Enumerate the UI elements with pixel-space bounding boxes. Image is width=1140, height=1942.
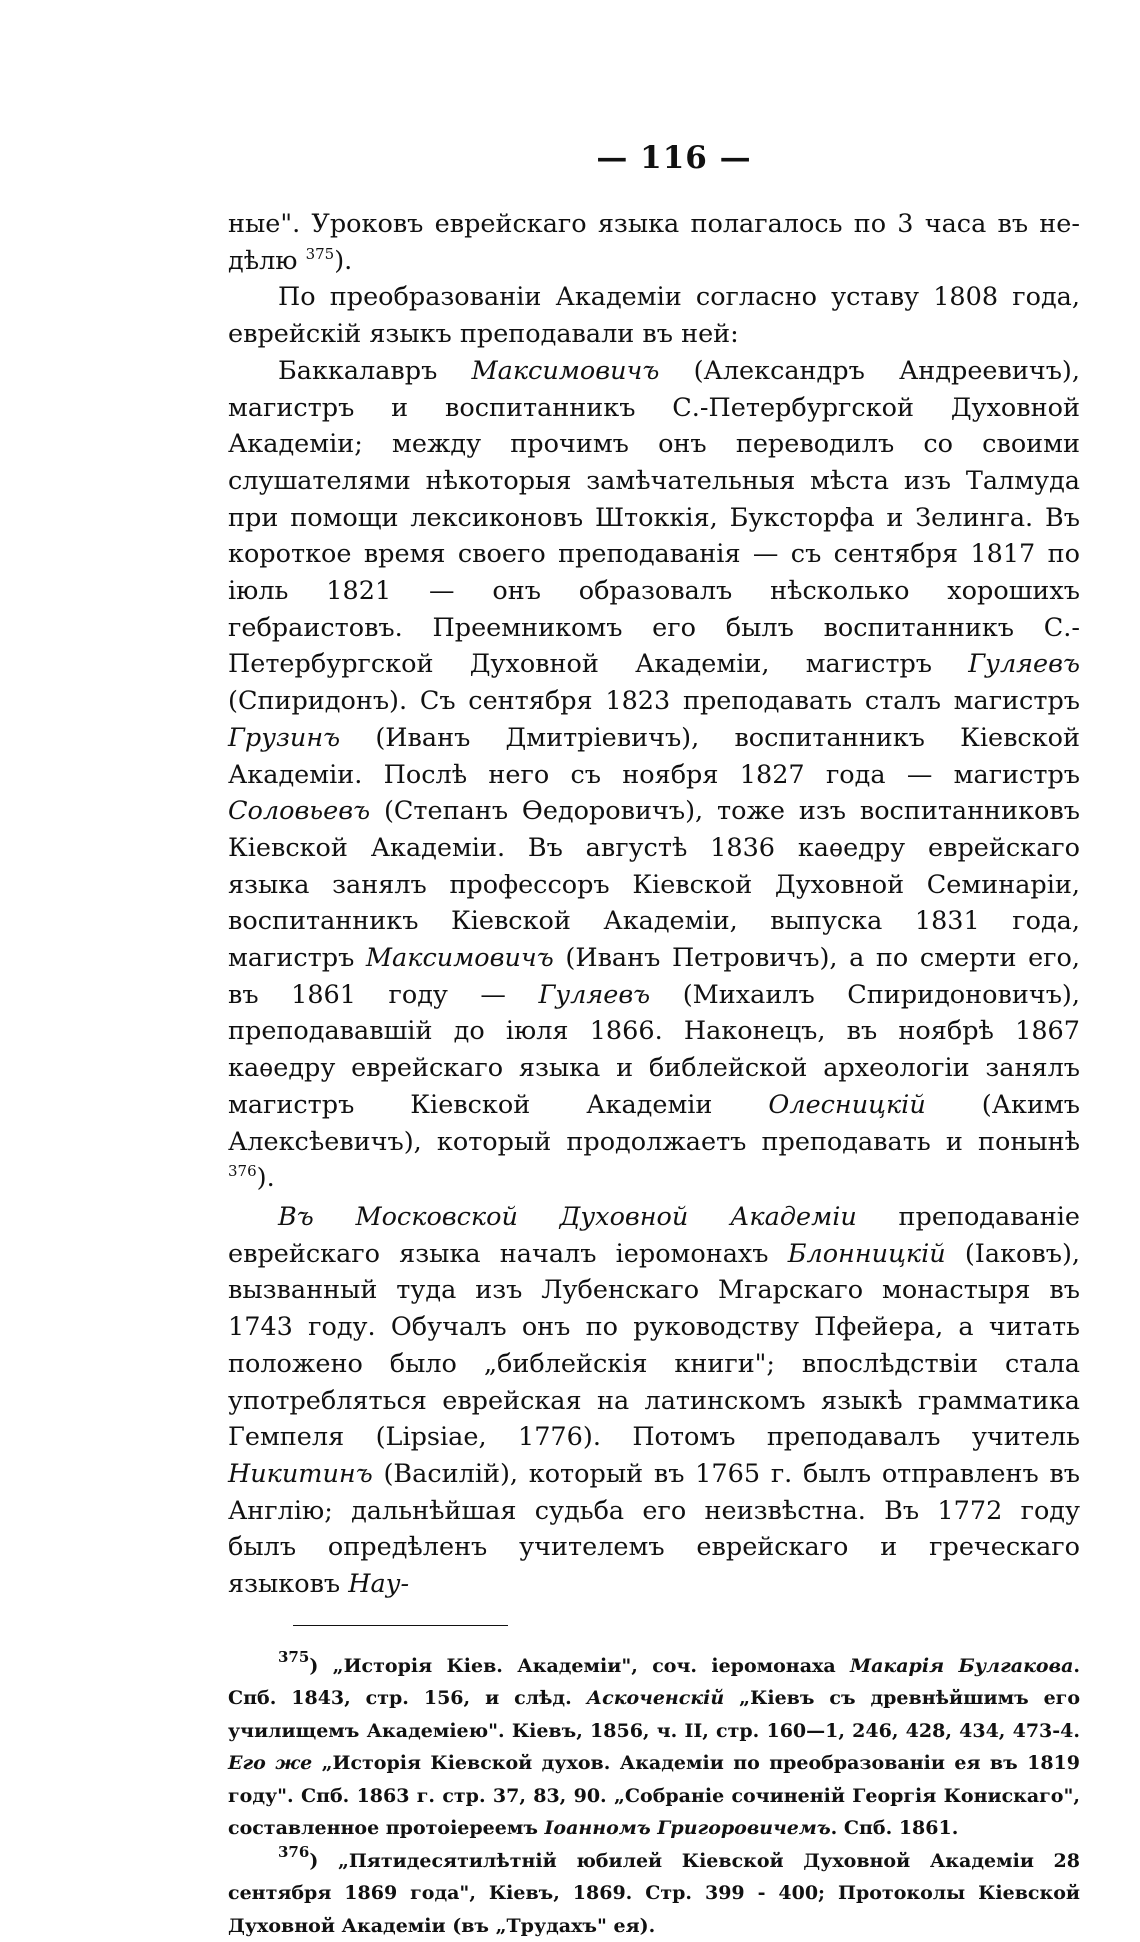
footnote-ref: 376 <box>278 1842 310 1861</box>
italic-name: Блонницкій <box>787 1238 946 1269</box>
footnotes <box>228 1647 1081 1942</box>
text-run: (Михаилъ Спиридоновичъ), преподававшій до іюля 1866. Наконецъ, въ ноябрѣ 1867 каѳедру еврейскаго языка и библейской археологіи занялъ магистръ Кіевской Академіи <box>228 979 1080 1120</box>
italic-name: Максимовичъ <box>471 355 660 386</box>
paragraph <box>228 206 1080 279</box>
text-run: преподаваніе еврейскаго языка началъ іеромонахъ <box>228 1201 1080 1269</box>
italic-name: Максимовичъ <box>365 943 554 974</box>
text-run: . Спб. 1843, стр. 156, и слѣд. <box>228 1654 1081 1710</box>
paragraph <box>228 353 1080 1197</box>
italic-name: Нау- <box>348 1569 410 1600</box>
text-run: (Іаковъ), вызванный туда изъ Лубенскаго Мгарскаго монастыря въ 1743 году. Обучалъ онъ по руководству Пфейера, а читать положено было „библейскія книги"; впослѣдствіи стала употребляться еврейская на латинскомъ языкѣ грамматика Гемпеля (Lipsiae, 1776). Потомъ преподавалъ учитель <box>228 1238 1080 1453</box>
text-run: ) „Пятидесятилѣтній юбилей Кіевской Духовной Академіи 28 сентября 1869 года", Кіевъ, 1869. Стр. 399 - 400; Протоколы Кіевской Духовной Академіи (въ „Трудахъ" ея). <box>228 1849 1080 1937</box>
italic-name: Макарія Булгакова <box>850 1654 1074 1677</box>
italic-name: Его же <box>228 1752 313 1775</box>
text-run: ) „Исторія Кіев. Академіи", соч. іеромонаха <box>309 1654 851 1677</box>
paragraph <box>228 1199 1080 1603</box>
text-run: (Степанъ Ѳедоровичъ), тоже изъ воспитанниковъ Кіевской Академіи. Въ августѣ 1836 каѳедру еврейскаго языка занялъ профессоръ Кіевской Духовной Семинаріи, воспитанникъ Кіевской Академіи, выпуска 1831 года, магистръ <box>228 796 1080 974</box>
italic-name: Аскоченскій <box>586 1687 725 1710</box>
footnote-ref: 375 <box>278 1647 310 1666</box>
text-run: „Исторія Кіевской духов. Академіи по преобразованіи ея въ 1819 году". Спб. 1863 г. стр. 37, 83, 90. „Собраніе сочиненій Георгія Конискаго", составленное протоіереемъ <box>228 1752 1080 1840</box>
italic-name: Олесницкій <box>768 1089 926 1120</box>
text-run: (Акимъ Алексѣевичъ), который продолжаетъ преподавать и понынѣ <box>228 1089 1080 1157</box>
footnote-ref: 375 <box>305 244 335 263</box>
italic-name: Гуляевъ <box>538 979 651 1010</box>
text-run: (Иванъ Дмитріевичъ), воспитанникъ Кіевской Академіи. Послѣ него съ ноября 1827 года — магистръ <box>228 722 1080 790</box>
italic-name: Іоанномъ Григоровичемъ <box>544 1817 831 1840</box>
footnote-375 <box>228 1647 1081 1845</box>
text-run: ). <box>334 245 353 276</box>
text-run: „Кіевъ съ древнѣйшимъ его училищемъ Академіею". Кіевъ, 1856, ч. II, стр. 160—1, 246, 428, 434, 473-4. <box>228 1687 1080 1742</box>
text-run: ). <box>256 1163 275 1194</box>
italic-name: Соловьевъ <box>228 796 371 827</box>
text-run: ные". Уроковъ еврейскаго языка полагалось по 3 часа въ не-дѣлю <box>228 209 1080 276</box>
italic-name: Никитинъ <box>228 1458 373 1489</box>
italic-name: Грузинъ <box>228 722 341 753</box>
italic-name: Гуляевъ <box>968 649 1080 680</box>
footnote-divider <box>293 1625 508 1626</box>
text-run: (Василій), который въ 1765 г. былъ отправленъ въ Англію; дальнѣйшая судьба его неизвѣстна. Въ 1772 году былъ опредѣленъ учителемъ еврейскаго и греческаго языковъ <box>228 1458 1080 1600</box>
text-run: По преобразованіи Академіи согласно уставу 1808 года, еврейскій языкъ преподавали въ ней: <box>228 282 1080 350</box>
footnote-ref: 376 <box>228 1162 257 1181</box>
text-run: . Спб. 1861. <box>830 1817 959 1840</box>
paragraph <box>228 279 1080 352</box>
main-text <box>228 206 1080 1603</box>
footnote-376 <box>228 1842 1080 1942</box>
text-run: Баккалавръ <box>278 355 472 386</box>
page-number: — 116 — <box>596 140 752 176</box>
text-run: (Иванъ Петровичъ), а по смерти его, въ 1861 году — <box>228 943 1080 1010</box>
italic-name: Въ Московской Духовной Академіи <box>278 1201 857 1232</box>
text-run: (Спиридонъ). Съ сентября 1823 преподавать сталъ магистръ <box>228 686 1080 717</box>
text-run: (Александръ Андреевичъ), магистръ и воспитанникъ С.-Петербургской Духовной Академіи; между прочимъ онъ переводилъ со своими слушателями нѣкоторыя замѣчательныя мѣста изъ Талмуда при помощи лексиконовъ Штоккія, Буксторфа и Зелинга. Въ короткое время своего преподаванія — съ сентября 1817 по іюль 1821 — онъ образовалъ нѣсколько хорошихъ гебраистовъ. Преемникомъ его былъ воспитанникъ С.-Петербургской Духовной Академіи, магистръ <box>228 355 1080 680</box>
